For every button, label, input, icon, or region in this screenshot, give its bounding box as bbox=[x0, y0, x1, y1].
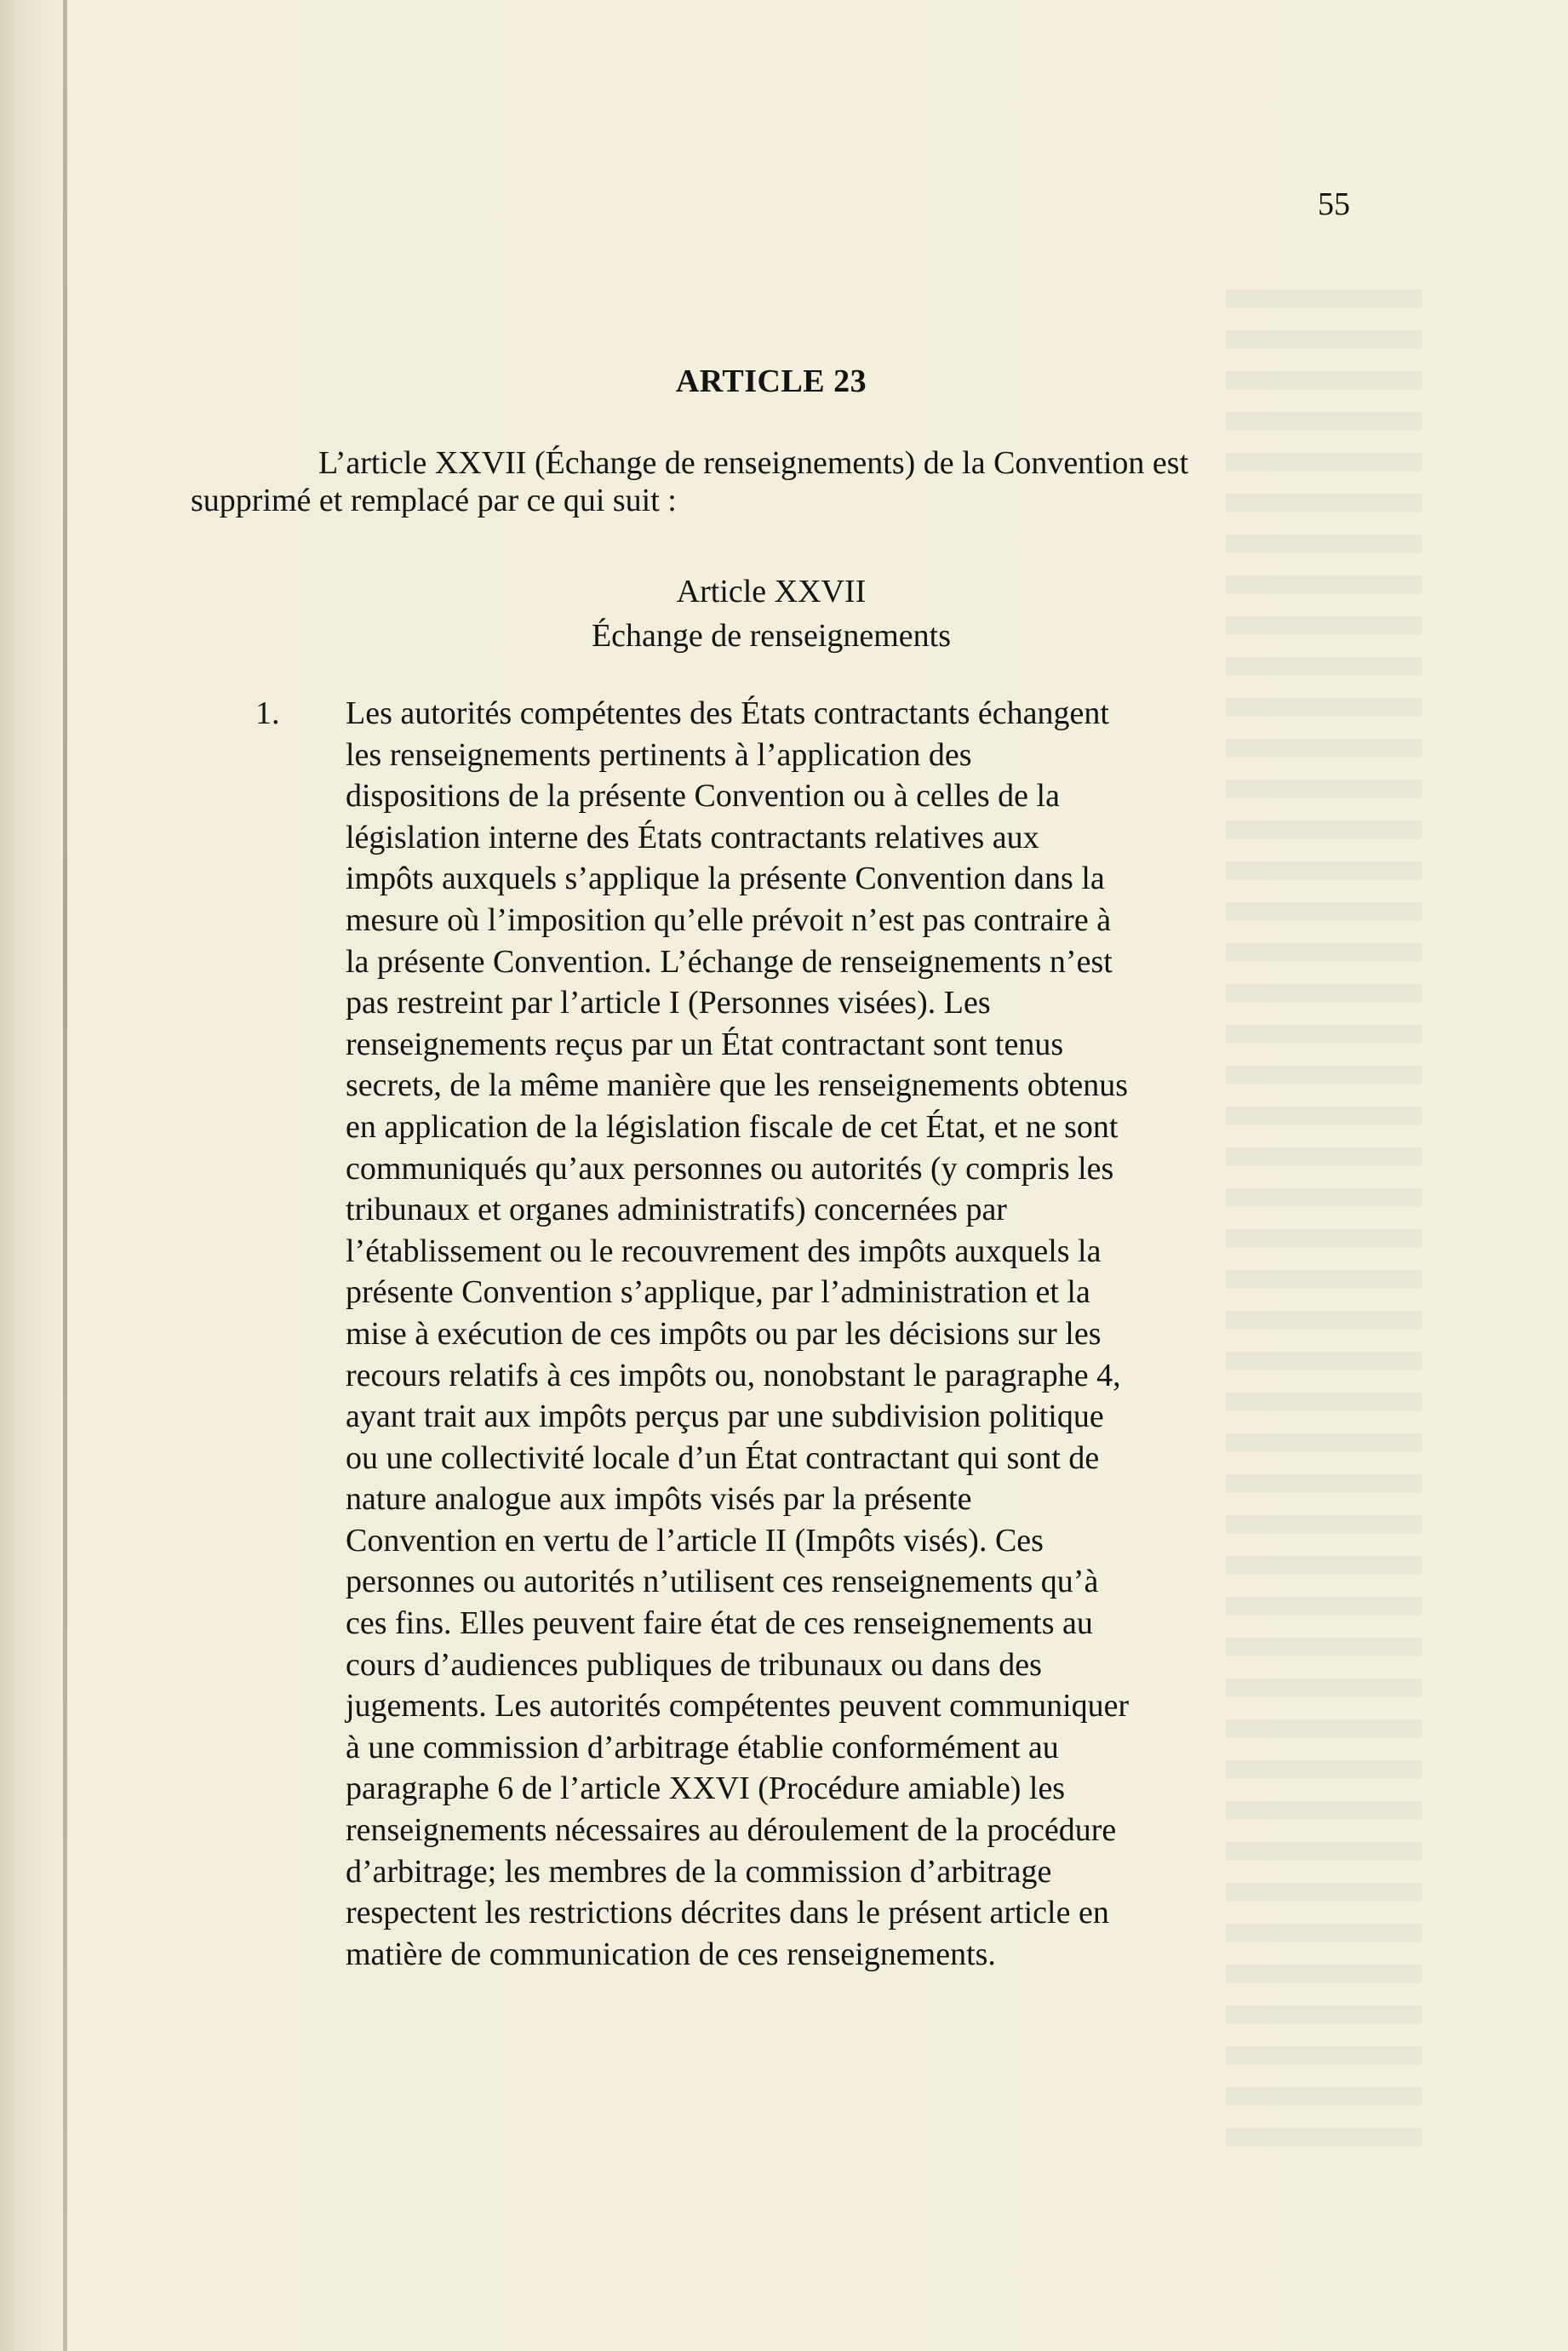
paragraph-line: matière de communication de ces renseignements. bbox=[346, 1936, 996, 1972]
paragraph-line: cours d’audiences publiques de tribunaux ou dans des bbox=[346, 1646, 1042, 1683]
paragraph-line: respectent les restrictions décrites dans le présent article en bbox=[346, 1895, 1109, 1931]
sub-article-title: Article XXVII bbox=[676, 574, 867, 609]
paragraph-line: tribunaux et organes administratifs) concernées par bbox=[346, 1192, 1007, 1228]
paragraph-number: 1. bbox=[255, 695, 280, 731]
paragraph-line: la présente Convention. L’échange de renseignements n’est bbox=[346, 943, 1113, 980]
paragraph-line: en application de la législation fiscale de cet État, et ne sont bbox=[346, 1108, 1119, 1145]
paragraph-line: jugements. Les autorités compétentes peuvent communiquer bbox=[346, 1688, 1130, 1725]
paragraph-line: renseignements nécessaires au déroulement de la procédure bbox=[346, 1812, 1117, 1849]
paragraph-line: pas restreint par l’article I (Personnes visées). Les bbox=[346, 985, 991, 1021]
sub-article-heading bbox=[0, 569, 1542, 658]
paragraph-line: secrets, de la même manière que les renseignements obtenus bbox=[346, 1067, 1129, 1104]
paragraph-line: ou une collectivité locale d’un État contractant qui sont de bbox=[346, 1439, 1100, 1476]
paragraph-line: présente Convention s’applique, par l’administration et la bbox=[346, 1274, 1090, 1311]
paragraph-text bbox=[346, 693, 1231, 1975]
paragraph-line: Convention en vertu de l’article II (Impôts visés). Ces bbox=[346, 1522, 1044, 1559]
paragraph-line: les renseignements pertinents à l’application des bbox=[346, 736, 972, 773]
article-heading: ARTICLE 23 bbox=[675, 363, 867, 399]
paragraph-line: ces fins. Elles peuvent faire état de ces renseignements au bbox=[346, 1605, 1093, 1642]
paragraph-line: renseignements reçus par un État contractant sont tenus bbox=[346, 1026, 1064, 1062]
paragraph-line: recours relatifs à ces impôts ou, nonobstant le paragraphe 4, bbox=[346, 1357, 1121, 1393]
paragraph-line: communiqués qu’aux personnes ou autorités (y compris les bbox=[346, 1150, 1114, 1187]
page-number: 55 bbox=[1318, 186, 1350, 222]
paragraph-line: dispositions de la présente Convention ou à celles de la bbox=[346, 778, 1060, 815]
paragraph-line: paragraphe 6 de l’article XXVI (Procédure amiable) les bbox=[346, 1770, 1066, 1807]
paragraph-line: nature analogue aux impôts visés par la présente bbox=[346, 1481, 972, 1518]
paragraph-line: à une commission d’arbitrage établie conformément au bbox=[346, 1729, 1059, 1765]
paragraph-line: l’établissement ou le recouvrement des impôts auxquels la bbox=[346, 1233, 1102, 1269]
sub-article-subtitle: Échange de renseignements bbox=[591, 618, 952, 654]
paragraph-line: mise à exécution de ces impôts ou par les décisions sur les bbox=[346, 1315, 1102, 1352]
paragraph-line: Les autorités compétentes des États contractants échangent bbox=[346, 695, 1109, 731]
paragraph-line: personnes ou autorités n’utilisent ces renseignements qu’à bbox=[346, 1564, 1099, 1600]
paragraph-line: d’arbitrage; les membres de la commission d’arbitrage bbox=[346, 1853, 1052, 1890]
binding-gutter bbox=[63, 0, 67, 2351]
intro-paragraph: L’article XXVII (Échange de renseignements) de la Convention est supprimé et remplacé par ce qui suit : bbox=[191, 445, 1189, 518]
paragraph-line: législation interne des États contractants relatives aux bbox=[346, 819, 1039, 855]
paragraph-line: mesure où l’imposition qu’elle prévoit n’est pas contraire à bbox=[346, 901, 1112, 938]
paragraph-line: impôts auxquels s’applique la présente Convention dans la bbox=[346, 861, 1105, 897]
paragraph-line: ayant trait aux impôts perçus par une subdivision politique bbox=[346, 1399, 1104, 1435]
